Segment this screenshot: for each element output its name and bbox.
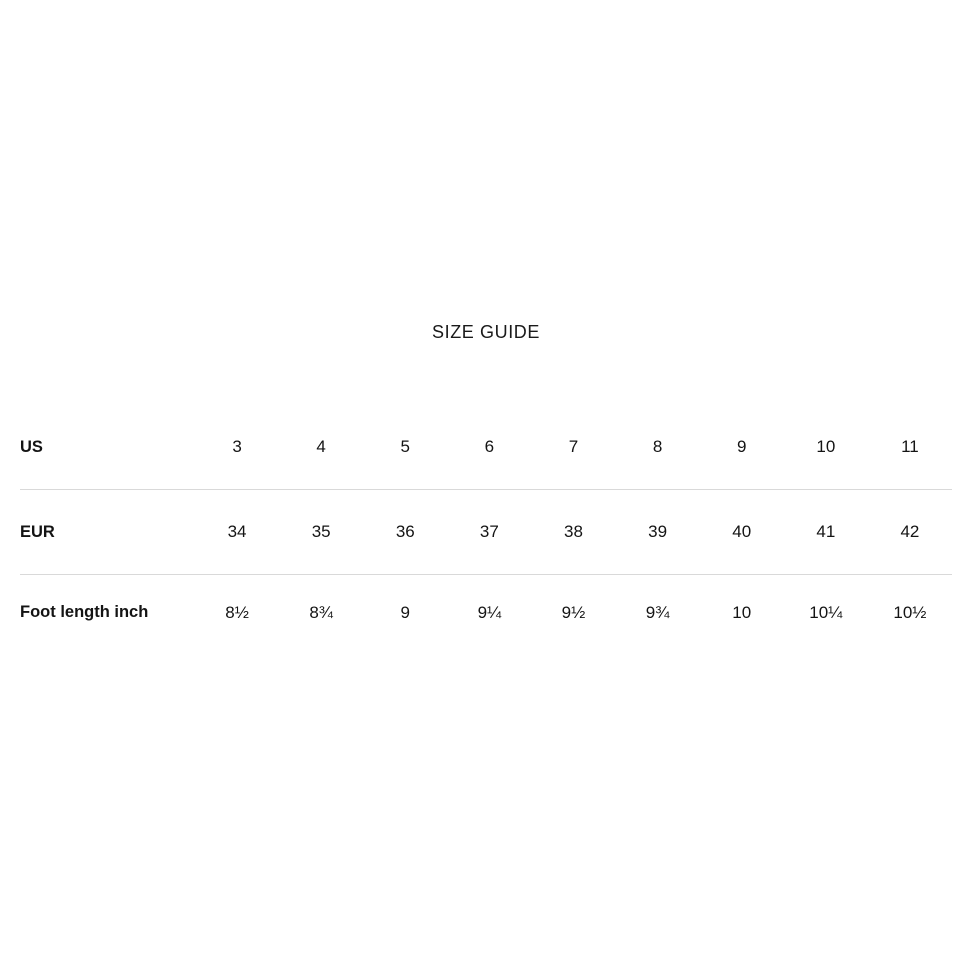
cell-us-1: 4 bbox=[279, 405, 363, 490]
cell-foot-8: 10½ bbox=[893, 603, 927, 622]
cell-foot-4: 9½ bbox=[561, 603, 586, 622]
cell-us-5: 8 bbox=[616, 405, 700, 490]
cell-eur-1: 35 bbox=[279, 490, 363, 575]
cell-eur-4: 38 bbox=[531, 490, 615, 575]
cell-us-4: 7 bbox=[531, 405, 615, 490]
cell-us-3: 6 bbox=[447, 405, 531, 490]
table-row bbox=[20, 490, 952, 575]
cell-foot-1: 8¾ bbox=[309, 603, 333, 622]
cell-eur-5: 39 bbox=[616, 490, 700, 575]
cell-us-2: 5 bbox=[363, 405, 447, 490]
cell-us-8: 11 bbox=[868, 405, 952, 490]
cell-foot-7: 10¼ bbox=[809, 603, 843, 622]
cell-foot-5: 9¾ bbox=[645, 603, 670, 622]
cell-eur-2: 36 bbox=[363, 490, 447, 575]
cell-eur-3: 37 bbox=[447, 490, 531, 575]
cell-eur-8: 42 bbox=[868, 490, 952, 575]
cell-us-7: 10 bbox=[784, 405, 868, 490]
row-label-us: US bbox=[20, 405, 195, 490]
cell-foot-0: 8½ bbox=[225, 603, 249, 622]
cell-eur-0: 34 bbox=[195, 490, 279, 575]
cell-us-6: 9 bbox=[700, 405, 784, 490]
page-title: SIZE GUIDE bbox=[431, 322, 540, 342]
table-row bbox=[20, 405, 952, 490]
row-label-foot-length: Foot length inch bbox=[20, 603, 149, 621]
cell-eur-6: 40 bbox=[700, 490, 784, 575]
table-row bbox=[20, 575, 952, 696]
row-label-eur: EUR bbox=[20, 490, 195, 575]
cell-foot-6: 10 bbox=[732, 603, 752, 622]
cell-eur-7: 41 bbox=[784, 490, 868, 575]
cell-us-0: 3 bbox=[195, 405, 279, 490]
size-guide-table bbox=[20, 405, 952, 695]
cell-foot-3: 9¼ bbox=[477, 603, 502, 622]
cell-foot-2: 9 bbox=[400, 603, 410, 622]
